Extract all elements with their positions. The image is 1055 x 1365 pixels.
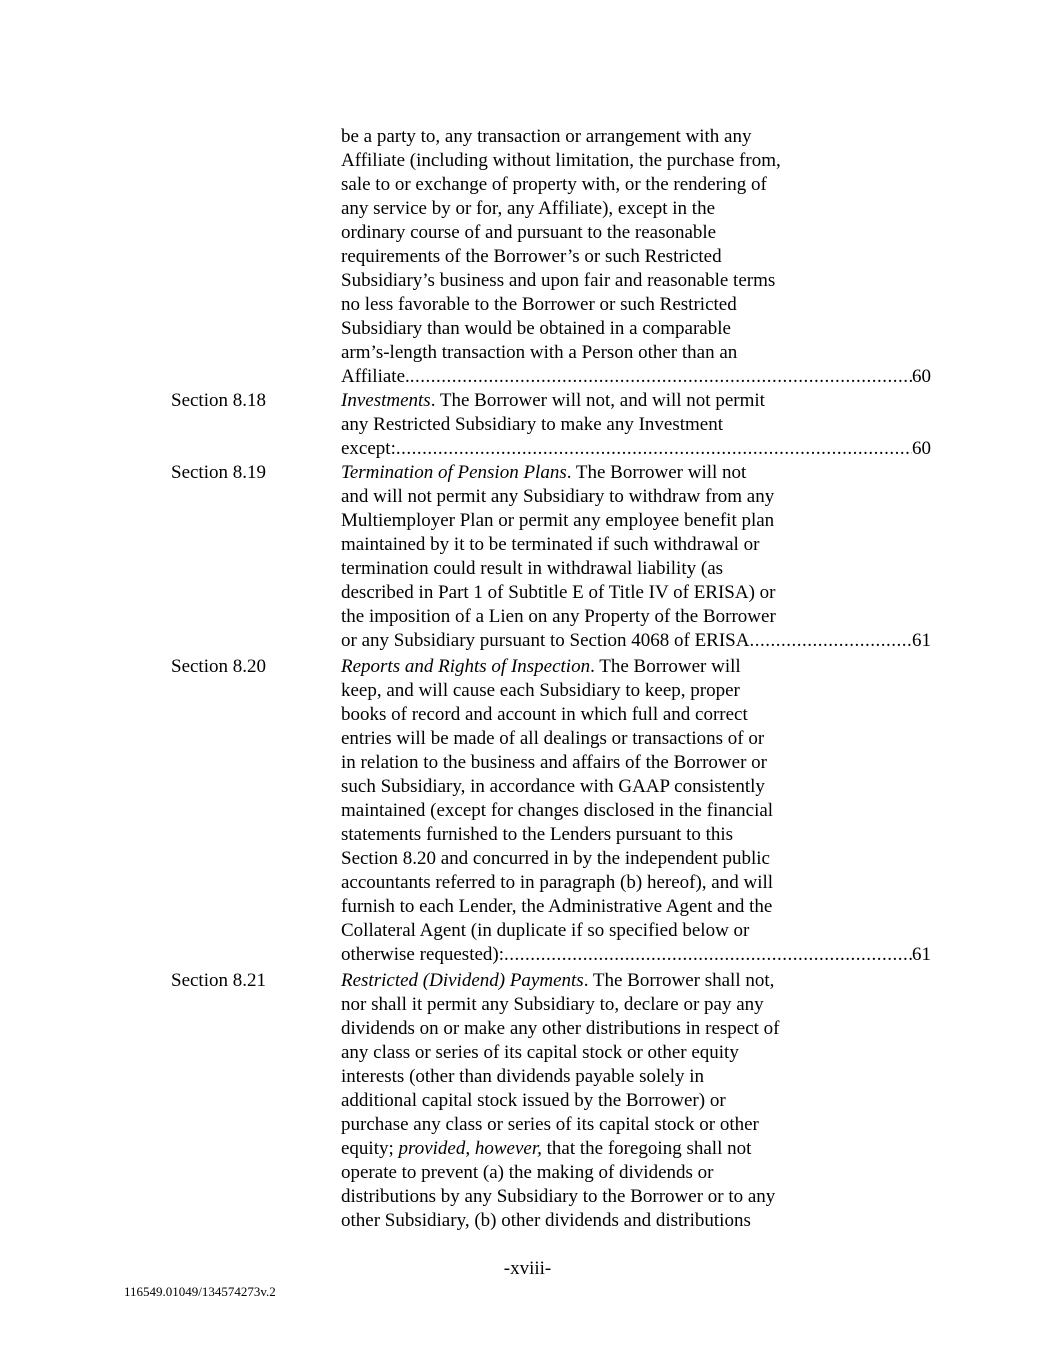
dot-leader xyxy=(504,943,912,967)
entry-text-line: be a party to, any transaction or arrangement with any xyxy=(341,126,752,147)
page-number: -xviii- xyxy=(503,1258,552,1279)
dot-leader xyxy=(410,365,912,389)
page-reference: 60 xyxy=(912,366,931,387)
entry-text-line: requirements of the Borrower’s or such Restricted xyxy=(341,246,722,267)
entry-text-line: . The Borrower will not, and will not permit xyxy=(430,390,765,411)
entry-text-fragment: that the foregoing shall not xyxy=(541,1138,752,1159)
entry-text-line: purchase any class or series of its capital stock or other xyxy=(341,1114,759,1135)
entry-text-line: statements furnished to the Lenders pursuant to this xyxy=(341,824,734,845)
document-id: 116549.01049/134574273v.2 xyxy=(124,1284,276,1299)
entry-text-line: the imposition of a Lien on any Property of the Borrower xyxy=(341,606,776,627)
entry-text-line: any Restricted Subsidiary to make any Investment xyxy=(341,414,724,435)
entry-text-line: otherwise requested): xyxy=(341,944,505,965)
entry-text-line: . The Borrower will not xyxy=(566,462,747,483)
entry-text-line: and will not permit any Subsidiary to withdraw from any xyxy=(341,486,775,507)
page-reference: 61 xyxy=(912,944,931,965)
entry-title-line[interactable] xyxy=(341,461,746,485)
entry-text-line: described in Part 1 of Subtitle E of Title IV of ERISA) or xyxy=(341,582,776,603)
section-title: Investments xyxy=(341,390,431,411)
section-number: Section 8.19 xyxy=(171,462,266,483)
entry-text-line: books of record and account in which full and correct xyxy=(341,704,748,725)
entry-text-line: Collateral Agent (in duplicate if so specified below or xyxy=(341,920,750,941)
entry-text-line: maintained (except for changes disclosed in the financial xyxy=(341,800,774,821)
section-number: Section 8.21 xyxy=(171,970,266,991)
page-reference: 61 xyxy=(912,630,931,651)
section-title: Reports and Rights of Inspection xyxy=(341,656,591,677)
entry-text-line: any class or series of its capital stock or other equity xyxy=(341,1042,739,1063)
proviso-line xyxy=(341,1137,751,1161)
entry-text-line: operate to prevent (a) the making of dividends or xyxy=(341,1162,714,1183)
entry-text-line: in relation to the business and affairs of the Borrower or xyxy=(341,752,767,773)
entry-text-line: Subsidiary than would be obtained in a comparable xyxy=(341,318,731,339)
entry-text-line: furnish to each Lender, the Administrative Agent and the xyxy=(341,896,773,917)
entry-text-line: dividends on or make any other distributions in respect of xyxy=(341,1018,780,1039)
entry-text-line: accountants referred to in paragraph (b) hereof), and will xyxy=(341,872,774,893)
entry-title-line[interactable] xyxy=(341,969,774,993)
dot-leader xyxy=(749,629,912,653)
entry-text-line: . The Borrower will xyxy=(590,656,741,677)
section-title: Restricted (Dividend) Payments xyxy=(341,970,584,991)
entry-leader-line[interactable] xyxy=(341,437,931,461)
entry-leader-line[interactable] xyxy=(341,629,931,653)
entry-text-line: interests (other than dividends payable solely in xyxy=(341,1066,705,1087)
entry-text-line: maintained by it to be terminated if such withdrawal or xyxy=(341,534,760,555)
entry-text-line: except: xyxy=(341,438,396,459)
entry-text-line: . The Borrower shall not, xyxy=(583,970,775,991)
entry-text-line: nor shall it permit any Subsidiary to, declare or pay any xyxy=(341,994,764,1015)
proviso-italic: provided, however, xyxy=(398,1138,542,1159)
entry-text-line: Affiliate (including without limitation, the purchase from, xyxy=(341,150,781,171)
entry-leader-line[interactable] xyxy=(341,365,931,389)
entry-text-line: such Subsidiary, in accordance with GAAP consistently xyxy=(341,776,765,797)
entry-text-line: additional capital stock issued by the Borrower) or xyxy=(341,1090,726,1111)
entry-text-line: no less favorable to the Borrower or such Restricted xyxy=(341,294,737,315)
entry-text-line: Affiliate. xyxy=(341,366,410,387)
entry-text-line: termination could result in withdrawal liability (as xyxy=(341,558,724,579)
entry-text-line: sale to or exchange of property with, or the rendering of xyxy=(341,174,767,195)
section-number: Section 8.18 xyxy=(171,390,266,411)
entry-text-line: any service by or for, any Affiliate), except in the xyxy=(341,198,715,219)
entry-text-line: entries will be made of all dealings or transactions of or xyxy=(341,728,765,749)
entry-text-line: Multiemployer Plan or permit any employee benefit plan xyxy=(341,510,775,531)
entry-text-line: ordinary course of and pursuant to the reasonable xyxy=(341,222,717,243)
entry-text-line: arm’s-length transaction with a Person other than an xyxy=(341,342,738,363)
entry-text-line: or any Subsidiary pursuant to Section 4068 of ERISA xyxy=(341,630,750,651)
entry-leader-line[interactable] xyxy=(341,943,931,967)
dot-leader xyxy=(396,437,912,461)
entry-title-line[interactable] xyxy=(341,389,765,413)
entry-text-line: distributions by any Subsidiary to the Borrower or to any xyxy=(341,1186,776,1207)
page-reference: 60 xyxy=(912,438,931,459)
entry-title-line[interactable] xyxy=(341,655,741,679)
entry-text-line: Section 8.20 and concurred in by the independent public xyxy=(341,848,770,869)
entry-text-fragment: equity; xyxy=(341,1138,399,1159)
entry-text-line: keep, and will cause each Subsidiary to keep, proper xyxy=(341,680,740,701)
entry-text-line: other Subsidiary, (b) other dividends and distributions xyxy=(341,1210,751,1231)
section-number: Section 8.20 xyxy=(171,656,266,677)
entry-text-line: Subsidiary’s business and upon fair and reasonable terms xyxy=(341,270,776,291)
section-title: Termination of Pension Plans xyxy=(341,462,567,483)
